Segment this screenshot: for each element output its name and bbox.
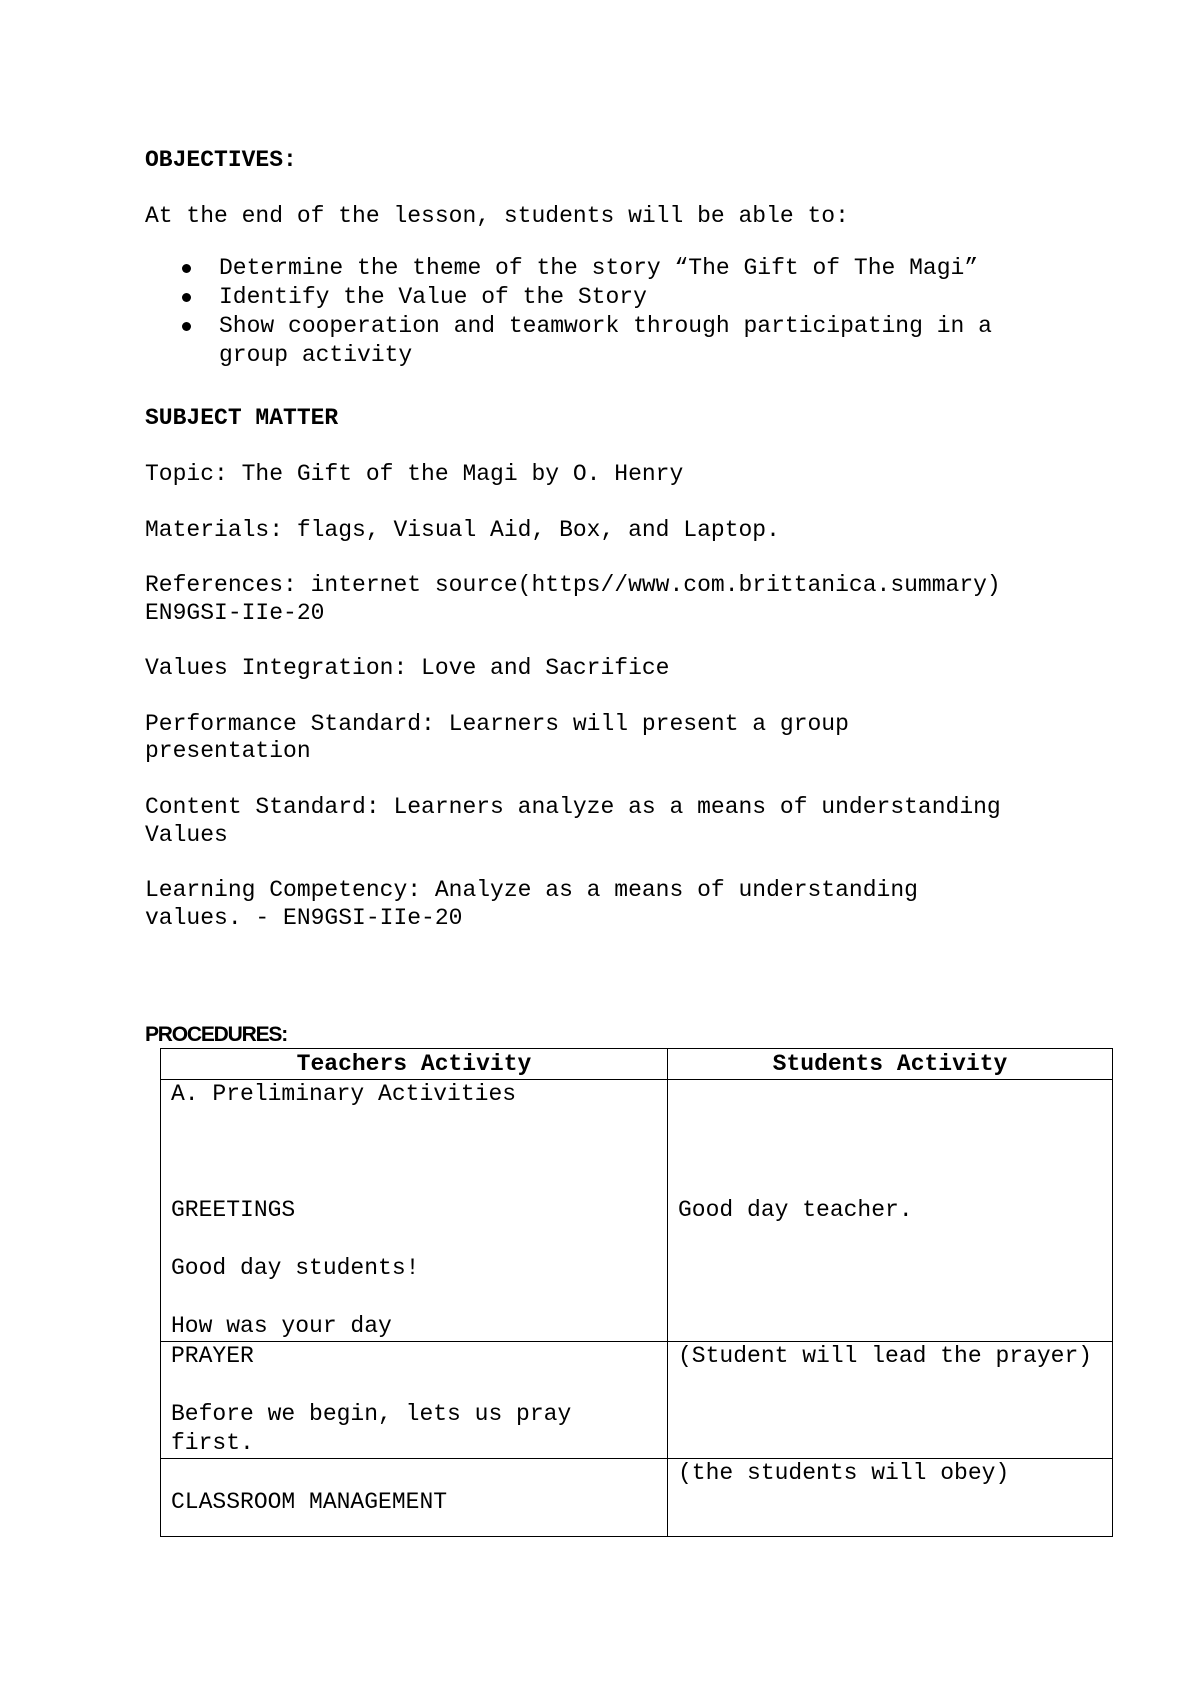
content-standard-cont: Values (145, 822, 228, 848)
performance-standard-cont: presentation (145, 738, 311, 764)
content-standard-line: Content Standard: Learners analyze as a means of understanding (145, 794, 1001, 820)
table-row (161, 1080, 1113, 1342)
procedures-table (160, 1048, 1113, 1537)
table-header-row (161, 1049, 1113, 1080)
student-activity-cell: (Student will lead the prayer) (668, 1342, 1113, 1459)
column-header-students: Students Activity (668, 1049, 1113, 1080)
materials-line: Materials: flags, Visual Aid, Box, and Laptop. (145, 517, 780, 543)
references-code: EN9GSI-IIe-20 (145, 600, 325, 626)
objectives-list (175, 254, 1075, 370)
bullet-icon (182, 264, 191, 273)
table-row (161, 1459, 1113, 1537)
references-line: References: internet source(https//www.com.brittanica.summary) (145, 572, 1001, 598)
teacher-activity-cell: A. Preliminary Activities GREETINGS Good day students! How was your day (161, 1080, 668, 1342)
values-integration-line: Values Integration: Love and Sacrifice (145, 655, 670, 681)
student-activity-cell: Good day teacher. (668, 1080, 1113, 1342)
learning-competency-line: Learning Competency: Analyze as a means of understanding (145, 877, 918, 903)
objective-item: Identify the Value of the Story (175, 283, 1075, 312)
objective-item: Determine the theme of the story “The Gift of The Magi” (175, 254, 1075, 283)
topic-line: Topic: The Gift of the Magi by O. Henry (145, 461, 684, 487)
subject-matter-heading: SUBJECT MATTER (145, 405, 339, 431)
column-header-teachers: Teachers Activity (161, 1049, 668, 1080)
bullet-icon (182, 293, 191, 302)
bullet-icon (182, 322, 191, 331)
objectives-heading: OBJECTIVES: (145, 147, 297, 173)
procedures-heading: PROCEDURES: (145, 1023, 287, 1046)
teacher-activity-cell: PRAYER Before we begin, lets us pray first. (161, 1342, 668, 1459)
teacher-activity-cell: CLASSROOM MANAGEMENT (161, 1459, 668, 1537)
objective-item: Show cooperation and teamwork through participating in a group activity (175, 312, 1049, 370)
learning-competency-cont: values. - EN9GSI-IIe-20 (145, 905, 463, 931)
performance-standard-line: Performance Standard: Learners will present a group (145, 711, 849, 737)
objectives-intro: At the end of the lesson, students will be able to: (145, 203, 849, 229)
student-activity-cell: (the students will obey) (668, 1459, 1113, 1537)
table-row (161, 1342, 1113, 1459)
